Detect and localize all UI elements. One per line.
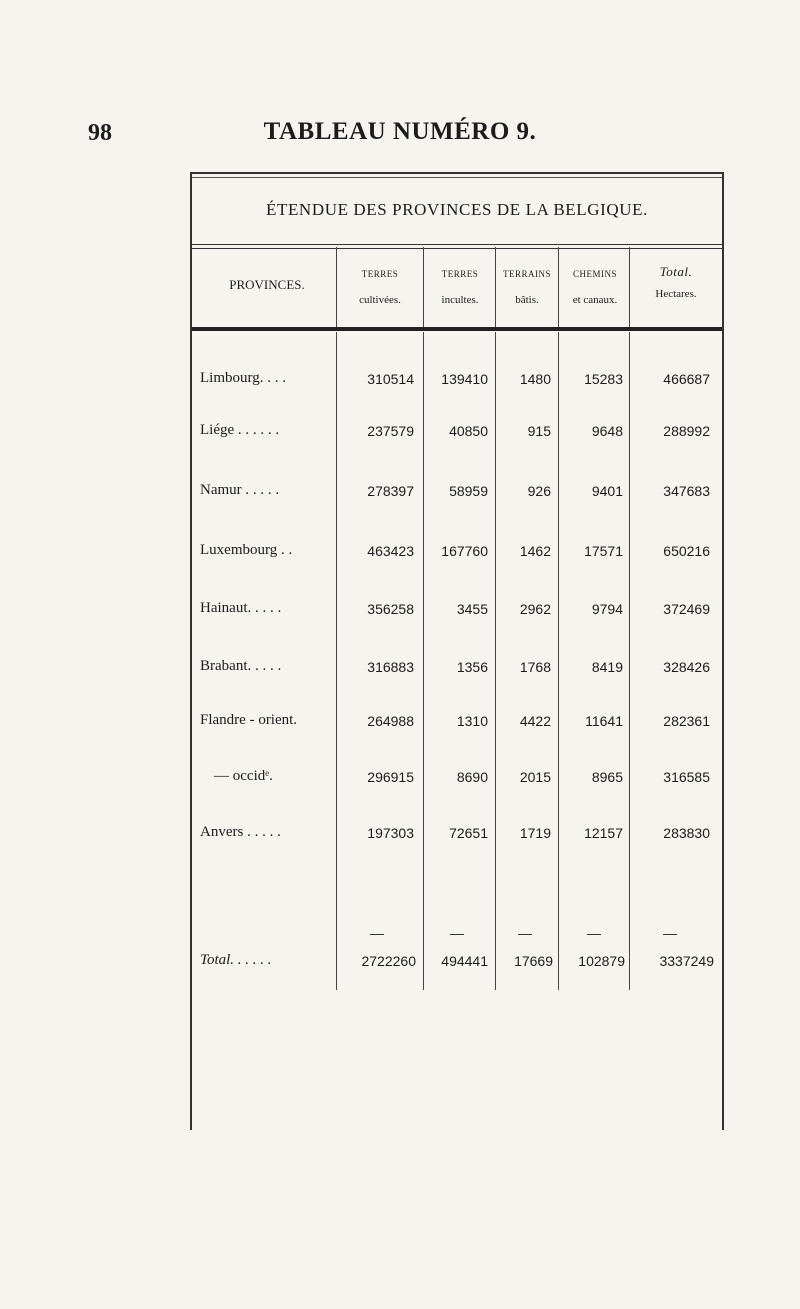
cell-incultes: 8690 xyxy=(456,769,488,785)
sum-dash xyxy=(450,934,464,935)
sum-dash xyxy=(587,934,601,935)
cell-batis: 1768 xyxy=(519,659,551,675)
province-name: Namur . . . . . xyxy=(200,482,280,498)
cell-incultes: 58959 xyxy=(449,483,488,499)
cell-incultes: 72651 xyxy=(449,825,488,841)
cell-cultivees: 316883 xyxy=(367,659,414,675)
province-name: Hainaut. . . . . xyxy=(200,600,282,616)
cell-batis: 1480 xyxy=(519,371,551,387)
province-name: Luxembourg . . xyxy=(200,542,293,558)
cell-batis: 2962 xyxy=(519,601,551,617)
table-row xyxy=(192,656,722,680)
table-row xyxy=(192,710,722,734)
header-bottom-rule xyxy=(192,327,722,331)
cell-incultes: 167760 xyxy=(441,543,488,559)
cell-cultivees: 278397 xyxy=(367,483,414,499)
total-row xyxy=(192,950,722,974)
province-name: Anvers . . . . . xyxy=(200,824,281,840)
table-row xyxy=(192,822,722,846)
table-caption: ÉTENDUE DES PROVINCES DE LA BELGIQUE. xyxy=(265,200,648,219)
province-name: Flandre - orient. xyxy=(200,712,298,728)
cell-chemins: 15283 xyxy=(584,371,623,387)
cell-batis: 2015 xyxy=(519,769,551,785)
cell-chemins: 17571 xyxy=(584,543,623,559)
header-terres-incultes: TERRES incultes. xyxy=(441,269,479,306)
province-name: Brabant. . . . . xyxy=(200,658,282,674)
total-total: 3337249 xyxy=(659,953,714,969)
cell-incultes: 1356 xyxy=(456,659,488,675)
header-terres-cultivees: TERRES cultivées. xyxy=(359,269,401,306)
column-divider xyxy=(495,247,496,327)
cell-cultivees: 237579 xyxy=(367,423,414,439)
total-cultivees: 2722260 xyxy=(361,953,416,969)
cell-total: 282361 xyxy=(663,713,710,729)
cell-batis: 1719 xyxy=(519,825,551,841)
cell-chemins: 9401 xyxy=(591,483,623,499)
cell-batis: 926 xyxy=(527,483,551,499)
header-rule xyxy=(192,244,722,249)
cell-batis: 1462 xyxy=(519,543,551,559)
cell-cultivees: 296915 xyxy=(367,769,414,785)
total-label: Total. . . . . . xyxy=(200,952,272,968)
cell-chemins: 8419 xyxy=(591,659,623,675)
header-terrains-batis: TERRAINS bâtis. xyxy=(502,269,551,306)
total-batis: 17669 xyxy=(514,953,553,969)
table-row xyxy=(192,540,722,564)
column-divider xyxy=(336,247,337,327)
top-rule xyxy=(192,172,722,178)
cell-chemins: 9648 xyxy=(591,423,623,439)
sum-dash xyxy=(518,934,532,935)
sum-dash xyxy=(370,934,384,935)
cell-total: 466687 xyxy=(663,371,710,387)
table-frame xyxy=(190,172,724,1130)
table-row xyxy=(192,598,722,622)
cell-cultivees: 356258 xyxy=(367,601,414,617)
province-name: — occidᵉ. xyxy=(214,768,273,784)
cell-total: 347683 xyxy=(663,483,710,499)
total-chemins: 102879 xyxy=(578,953,625,969)
column-divider xyxy=(629,247,630,327)
page-title: TABLEAU NUMÉRO 9. xyxy=(263,118,537,145)
table-row xyxy=(192,420,722,444)
header-total: Total. Hectares. xyxy=(655,264,697,300)
cell-total: 650216 xyxy=(663,543,710,559)
header-chemins-canaux: CHEMINS et canaux. xyxy=(572,269,618,306)
table-row xyxy=(192,766,722,790)
cell-incultes: 139410 xyxy=(441,371,488,387)
total-incultes: 494441 xyxy=(441,953,488,969)
cell-chemins: 8965 xyxy=(591,769,623,785)
table-row xyxy=(192,480,722,504)
cell-cultivees: 197303 xyxy=(367,825,414,841)
cell-total: 283830 xyxy=(663,825,710,841)
cell-batis: 4422 xyxy=(519,713,551,729)
cell-incultes: 3455 xyxy=(456,601,488,617)
cell-cultivees: 310514 xyxy=(367,371,414,387)
province-name: Liége . . . . . . xyxy=(200,422,280,438)
cell-chemins: 12157 xyxy=(584,825,623,841)
header-provinces: PROVINCES. xyxy=(229,277,305,292)
cell-total: 316585 xyxy=(663,769,710,785)
page-number: 98 xyxy=(88,120,112,146)
column-divider xyxy=(423,247,424,327)
province-name: Limbourg. . . . xyxy=(200,370,286,386)
table-row xyxy=(192,368,722,392)
column-divider xyxy=(558,247,559,327)
cell-incultes: 40850 xyxy=(449,423,488,439)
sum-dash xyxy=(663,934,677,935)
cell-total: 372469 xyxy=(663,601,710,617)
cell-cultivees: 264988 xyxy=(367,713,414,729)
cell-chemins: 9794 xyxy=(591,601,623,617)
cell-total: 328426 xyxy=(663,659,710,675)
cell-batis: 915 xyxy=(527,423,551,439)
cell-incultes: 1310 xyxy=(456,713,488,729)
cell-chemins: 11641 xyxy=(585,713,623,729)
cell-total: 288992 xyxy=(663,423,710,439)
cell-cultivees: 463423 xyxy=(367,543,414,559)
